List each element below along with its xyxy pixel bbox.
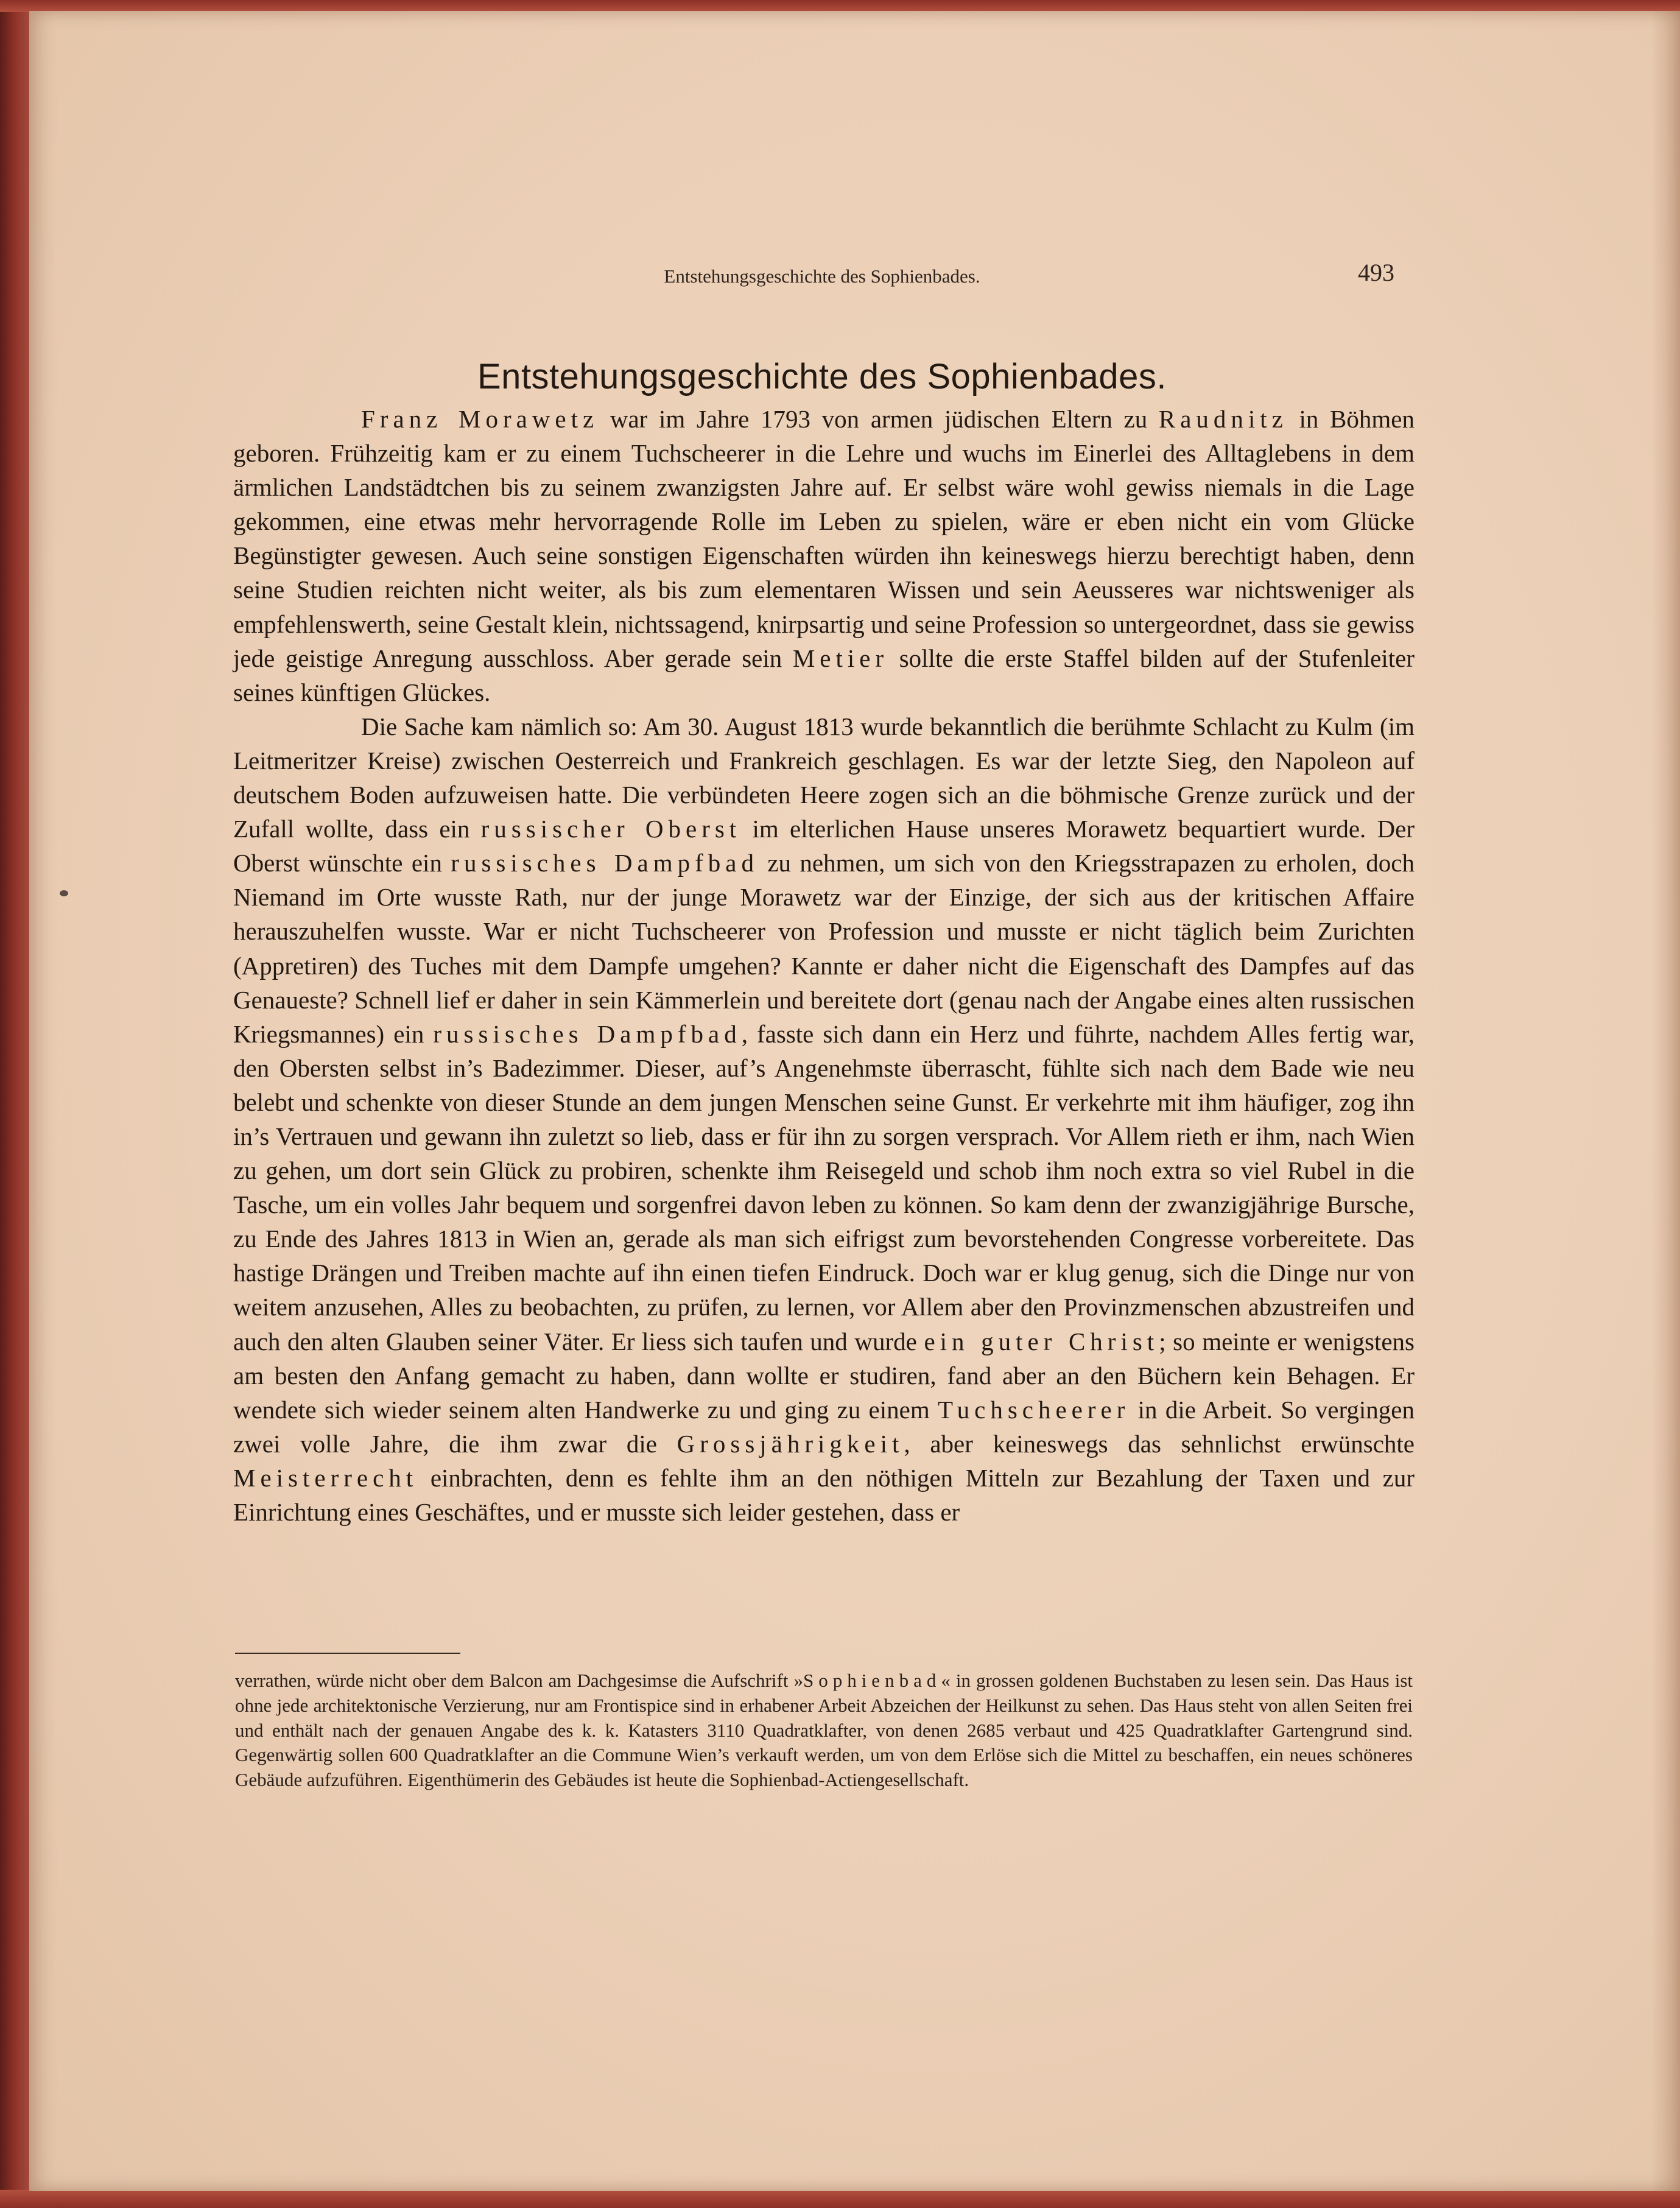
page-edge-shadow bbox=[1651, 11, 1680, 2191]
text-run: zu nehmen, um sich von den Kriegsstrapazen zu erholen, doch Niemand im Orte wusste Rath, nur der junge Morawetz war der Einzige, der sich aus der kritischen Affaire herauszuhelfen wusste. War er nicht Tuchscheerer von Profession und musste er nicht täglich beim Zurichten (Appretiren) des Tuches mit dem Dampfe umgehen? Kannte er daher nicht die Eigenschaft des Dampfes auf das Genaueste? Schnell lief er daher in sein Kämmerlein und bereitete dort (genau nach der Angabe eines alten russischen Kriegsmannes) ein bbox=[233, 849, 1415, 1048]
spaced-phrase: ein guter Christ bbox=[924, 1327, 1159, 1355]
spaced-phrase: russisches Dampfbad bbox=[433, 1019, 742, 1048]
text-run: ; so meinte er wenigstens am besten den Anfang gemacht zu haben, dann wollte er studiren, fand aber an den Büchern kein Behagen. Er wendete sich wieder seinem alten Handwerke zu und ging zu einem bbox=[233, 1327, 1415, 1424]
book-binding-left bbox=[0, 0, 29, 2208]
running-header: Entstehungsgeschichte des Sophienbades. bbox=[664, 265, 980, 287]
text-run: , fasste sich dann ein Herz und führte, nachdem Alles fertig war, den Obersten selbst in’s Badezimmer. Dieser, auf’s Angenehmste überrascht, fühlte sich nach dem Bade wie neu belebt und schenkte von dieser Stunde an dem jungen Menschen seine Gunst. Er verkehrte mit ihm häufiger, zog ihn in’s Vertrauen und gewann ihn zuletzt so lieb, dass er für ihn zu sorgen versprach. Vor Allem rieth er ihm, nach Wien zu gehen, um dort sein Glück zu probiren, schenkte ihm Reisegeld und schob ihm noch extra so viel Rubel in die Tasche, um ein volles Jahr bequem und sorgenfrei davon leben zu können. So kam denn der zwanzigjährige Bursche, zu Ende des Jahres 1813 in Wien an, gerade als man sich eifrigst zum bevorstehenden Congresse vorbereitete. Das hastige Drängen und Treiben machte auf ihn einen tiefen Eindruck. Doch war er klug genug, sich die Dinge nur von weitem anzusehen, Alles zu beobachten, zu prüfen, zu lernen, vor Allem aber den Provinzmenschen abzustreifen und auch den alten Glauben seiner Väter. Er liess sich taufen und wurde bbox=[233, 1019, 1415, 1355]
spaced-phrase: russisches Dampfbad bbox=[451, 849, 759, 877]
book-binding-top bbox=[0, 0, 1680, 12]
footnote-text: verrathen, würde nicht ober dem Balcon am Dachgesimse die Aufschrift » bbox=[235, 1670, 803, 1691]
paragraph-2 bbox=[233, 709, 1415, 1529]
body-text bbox=[233, 402, 1415, 1529]
spaced-phrase: Grossjährigkeit bbox=[677, 1429, 904, 1458]
page-number: 493 bbox=[1358, 259, 1394, 286]
spaced-phrase: Tuchscheerer bbox=[938, 1395, 1130, 1424]
text-run: in die Arbeit. So vergingen zwei volle Jahre, die ihm zwar die bbox=[233, 1395, 1415, 1458]
ink-stain bbox=[60, 890, 68, 896]
paragraph-1 bbox=[233, 402, 1415, 709]
spaced-name-franz-morawetz: Franz Morawetz bbox=[361, 405, 599, 433]
text-run: sollte die erste Staffel bilden auf der Stufenleiter seines künftigen Glückes. bbox=[233, 644, 1415, 706]
footnote-rule bbox=[235, 1653, 460, 1654]
text-run: einbrachten, denn es fehlte ihm an den nöthigen Mitteln zur Bezahlung der Taxen und zur Einrichtung eines Geschäftes, und er musste sich leider gestehen, dass er bbox=[233, 1463, 1415, 1526]
book-binding-bottom bbox=[0, 2190, 1680, 2208]
spaced-place-raudnitz: Raudnitz bbox=[1158, 405, 1288, 433]
chapter-title: Entstehungsgeschichte des Sophienbades. bbox=[477, 357, 1167, 396]
footnote-spaced-word: Sophienbad bbox=[803, 1670, 941, 1691]
spaced-phrase: Meisterrecht bbox=[233, 1463, 418, 1492]
spaced-phrase: russischer Oberst bbox=[480, 815, 742, 843]
text-run: , aber keineswegs das sehnlichst erwünschte bbox=[904, 1429, 1415, 1458]
footnote-text: « in grossen goldenen Buchstaben zu lesen sein. Das Haus ist ohne jede architektonische Verzierung, nur am Frontispice sind in erhabener Arbeit Abzeichen der Heilkunst zu sehen. Das Haus steht von allen Seiten frei und enthält nach der genauen Angabe des k. k. Katasters 3110 Quadratklafter, von denen 2685 verbaut und 425 Quadratklafter Gartengrund sind. Gegenwärtig sollen 600 Quadratklafter an die Commune Wien’s verkauft werden, um von dem Erlöse sich die Mittel zu beschaffen, ein neues schöneres Gebäude aufzuführen. Eigenthümerin des Gebäudes ist heute die Sophienbad-Actiengesellschaft. bbox=[235, 1670, 1413, 1791]
spaced-word-metier: Metier bbox=[792, 644, 889, 672]
text-run: Die Sache kam nämlich so: Am 30. August 1813 wurde bekanntlich die berühmte Schlacht zu Kulm (im Leitmeritzer Kreise) zwischen Oesterreich und Frankreich geschlagen. Es war der letzte Sieg, den Napoleon auf deutschem Boden aufzuweisen hatte. Die verbündeten Heere zogen sich an die böhmische Grenze zurück und der Zufall wollte, dass ein bbox=[233, 712, 1415, 843]
text-run: in Böhmen geboren. Frühzeitig kam er zu einem Tuchscheerer in die Lehre und wuchs im Einerlei des Alltaglebens in dem ärmlichen Landstädtchen bis zu seinem zwanzigsten Jahre auf. Er selbst wäre wohl gewiss niemals in die Lage gekommen, eine etwas mehr hervorragende Rolle im Leben zu spielen, wäre er eben nicht ein vom Glücke Begünstigter gewesen. Auch seine sonstigen Eigenschaften würden ihn keineswegs hierzu berechtigt haben, denn seine Studien reichten nicht weiter, als bis zum elementaren Wissen und sein Aeusseres war nichtsweniger als empfehlenswerth, seine Gestalt klein, nichtssagend, knirpsartig und seine Profession so untergeordnet, dass sie gewiss jede geistige Anregung ausschloss. Aber gerade sein bbox=[233, 405, 1415, 672]
footnote bbox=[235, 1668, 1413, 1793]
text-run: war im Jahre 1793 von armen jüdischen Eltern zu bbox=[599, 405, 1159, 433]
text-run: im elterlichen Hause unseres Morawetz bequartiert wurde. Der Oberst wünschte ein bbox=[233, 815, 1415, 877]
